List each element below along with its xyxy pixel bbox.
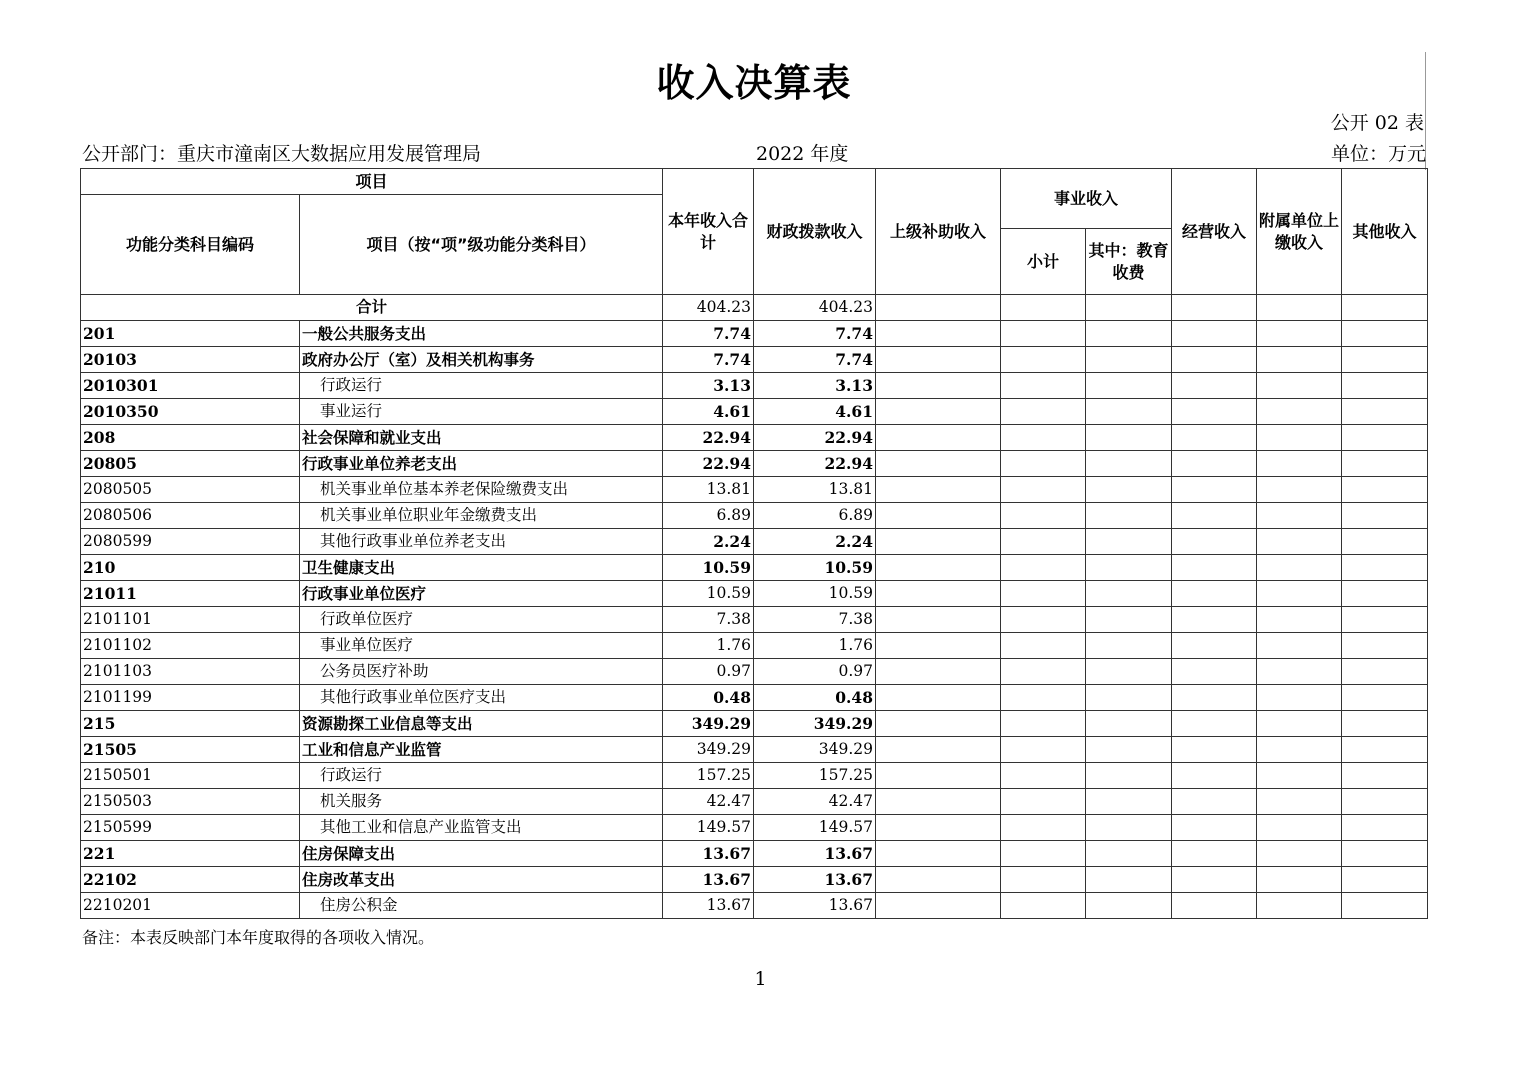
row-total: 10.59 <box>663 581 754 607</box>
row-fiscal: 7.38 <box>754 607 876 633</box>
row-total: 22.94 <box>663 425 754 451</box>
row-name: 机关事业单位职业年金缴费支出 <box>300 503 663 529</box>
row-fiscal: 349.29 <box>754 737 876 763</box>
row-code: 201 <box>81 321 300 347</box>
row-total: 349.29 <box>663 711 754 737</box>
row-name: 机关服务 <box>300 789 663 815</box>
row-name: 公务员医疗补助 <box>300 659 663 685</box>
row-code: 2150501 <box>81 763 300 789</box>
unit-label: 单位：万元 <box>1330 143 1426 165</box>
row-code: 2010350 <box>81 399 300 425</box>
row-fiscal: 7.74 <box>754 347 876 373</box>
page-title: 收入决算表 <box>656 61 852 105</box>
row-fiscal: 7.74 <box>754 321 876 347</box>
row-fiscal: 13.67 <box>754 867 876 893</box>
header-business: 事业收入 <box>1001 169 1172 229</box>
row-code: 2150503 <box>81 789 300 815</box>
row-code: 20805 <box>81 451 300 477</box>
table-row <box>81 373 1428 399</box>
header-subtotal: 小计 <box>1001 229 1086 295</box>
table-row <box>81 581 1428 607</box>
table-row <box>81 451 1428 477</box>
row-total: 13.67 <box>663 893 754 919</box>
row-name: 资源勘探工业信息等支出 <box>300 711 663 737</box>
row-code: 2010301 <box>81 373 300 399</box>
row-fiscal: 13.67 <box>754 841 876 867</box>
row-fiscal: 10.59 <box>754 555 876 581</box>
row-name: 行政事业单位养老支出 <box>300 451 663 477</box>
row-code: 20103 <box>81 347 300 373</box>
table-row <box>81 815 1428 841</box>
table-row <box>81 711 1428 737</box>
table-row <box>81 789 1428 815</box>
row-total: 10.59 <box>663 555 754 581</box>
row-name: 行政运行 <box>300 763 663 789</box>
row-total: 6.89 <box>663 503 754 529</box>
row-code: 221 <box>81 841 300 867</box>
row-total: 22.94 <box>663 451 754 477</box>
row-name: 住房改革支出 <box>300 867 663 893</box>
row-fiscal: 22.94 <box>754 425 876 451</box>
footnote: 备注：本表反映部门本年度取得的各项收入情况。 <box>82 928 435 947</box>
row-code: 208 <box>81 425 300 451</box>
row-name: 工业和信息产业监管 <box>300 737 663 763</box>
row-name: 一般公共服务支出 <box>300 321 663 347</box>
table-row <box>81 321 1428 347</box>
page-number: 1 <box>754 968 767 990</box>
row-fiscal: 3.13 <box>754 373 876 399</box>
row-code: 2101101 <box>81 607 300 633</box>
row-code: 2101102 <box>81 633 300 659</box>
row-total: 7.74 <box>663 321 754 347</box>
row-total: 3.13 <box>663 373 754 399</box>
row-name: 行政运行 <box>300 373 663 399</box>
row-name: 住房保障支出 <box>300 841 663 867</box>
table-row <box>81 347 1428 373</box>
row-total: 13.67 <box>663 841 754 867</box>
row-name: 行政单位医疗 <box>300 607 663 633</box>
total-fiscal: 404.23 <box>754 295 876 321</box>
row-fiscal: 13.81 <box>754 477 876 503</box>
row-fiscal: 2.24 <box>754 529 876 555</box>
row-total: 7.74 <box>663 347 754 373</box>
table-row <box>81 425 1428 451</box>
row-fiscal: 6.89 <box>754 503 876 529</box>
row-fiscal: 349.29 <box>754 711 876 737</box>
row-fiscal: 157.25 <box>754 763 876 789</box>
row-code: 2210201 <box>81 893 300 919</box>
header-operating: 经营收入 <box>1172 169 1257 295</box>
table-row <box>81 503 1428 529</box>
row-total: 0.48 <box>663 685 754 711</box>
row-fiscal: 149.57 <box>754 815 876 841</box>
row-code: 215 <box>81 711 300 737</box>
header-affiliated: 附属单位上缴收入 <box>1257 169 1342 295</box>
row-total: 42.47 <box>663 789 754 815</box>
row-fiscal: 4.61 <box>754 399 876 425</box>
row-total: 149.57 <box>663 815 754 841</box>
row-total: 13.81 <box>663 477 754 503</box>
row-total: 4.61 <box>663 399 754 425</box>
table-row <box>81 555 1428 581</box>
header-total: 本年收入合计 <box>663 169 754 295</box>
header-name: 项目（按“项”级功能分类科目） <box>300 195 663 295</box>
row-code: 2150599 <box>81 815 300 841</box>
header-other: 其他收入 <box>1342 169 1428 295</box>
year-label: 2022 年度 <box>756 143 849 165</box>
table-row <box>81 607 1428 633</box>
row-code: 2101199 <box>81 685 300 711</box>
row-name: 其他行政事业单位养老支出 <box>300 529 663 555</box>
header-fiscal: 财政拨款收入 <box>754 169 876 295</box>
table-row <box>81 477 1428 503</box>
row-fiscal: 42.47 <box>754 789 876 815</box>
row-code: 21011 <box>81 581 300 607</box>
row-name: 事业单位医疗 <box>300 633 663 659</box>
row-name: 住房公积金 <box>300 893 663 919</box>
row-name: 社会保障和就业支出 <box>300 425 663 451</box>
row-name: 其他行政事业单位医疗支出 <box>300 685 663 711</box>
row-name: 卫生健康支出 <box>300 555 663 581</box>
row-name: 其他工业和信息产业监管支出 <box>300 815 663 841</box>
row-name: 行政事业单位医疗 <box>300 581 663 607</box>
table-row <box>81 685 1428 711</box>
header-superior: 上级补助收入 <box>876 169 1001 295</box>
form-number: 公开 02 表 <box>1330 112 1424 134</box>
row-fiscal: 0.97 <box>754 659 876 685</box>
table-row <box>81 399 1428 425</box>
table-row <box>81 841 1428 867</box>
row-fiscal: 13.67 <box>754 893 876 919</box>
table-row <box>81 763 1428 789</box>
table-row <box>81 529 1428 555</box>
row-total: 13.67 <box>663 867 754 893</box>
row-total: 2.24 <box>663 529 754 555</box>
income-table <box>80 168 1428 919</box>
department-label: 公开部门：重庆市潼南区大数据应用发展管理局 <box>82 143 482 165</box>
row-code: 2080506 <box>81 503 300 529</box>
row-fiscal: 1.76 <box>754 633 876 659</box>
table-row <box>81 659 1428 685</box>
row-name: 政府办公厅（室）及相关机构事务 <box>300 347 663 373</box>
header-code: 功能分类科目编码 <box>81 195 300 295</box>
row-total: 7.38 <box>663 607 754 633</box>
row-fiscal: 0.48 <box>754 685 876 711</box>
row-code: 2080505 <box>81 477 300 503</box>
row-name: 机关事业单位基本养老保险缴费支出 <box>300 477 663 503</box>
row-fiscal: 10.59 <box>754 581 876 607</box>
row-fiscal: 22.94 <box>754 451 876 477</box>
row-total: 157.25 <box>663 763 754 789</box>
header-edu: 其中：教育收费 <box>1086 229 1172 295</box>
table-row <box>81 893 1428 919</box>
row-name: 事业运行 <box>300 399 663 425</box>
total-amount: 404.23 <box>663 295 754 321</box>
total-label: 合计 <box>81 295 663 321</box>
row-total: 349.29 <box>663 737 754 763</box>
total-row <box>81 295 1428 321</box>
row-total: 1.76 <box>663 633 754 659</box>
table-row <box>81 867 1428 893</box>
row-code: 2080599 <box>81 529 300 555</box>
row-code: 22102 <box>81 867 300 893</box>
table-row <box>81 633 1428 659</box>
table-row <box>81 737 1428 763</box>
info-line <box>82 139 1426 167</box>
header-project: 项目 <box>81 169 663 195</box>
row-code: 21505 <box>81 737 300 763</box>
row-code: 210 <box>81 555 300 581</box>
row-code: 2101103 <box>81 659 300 685</box>
row-total: 0.97 <box>663 659 754 685</box>
